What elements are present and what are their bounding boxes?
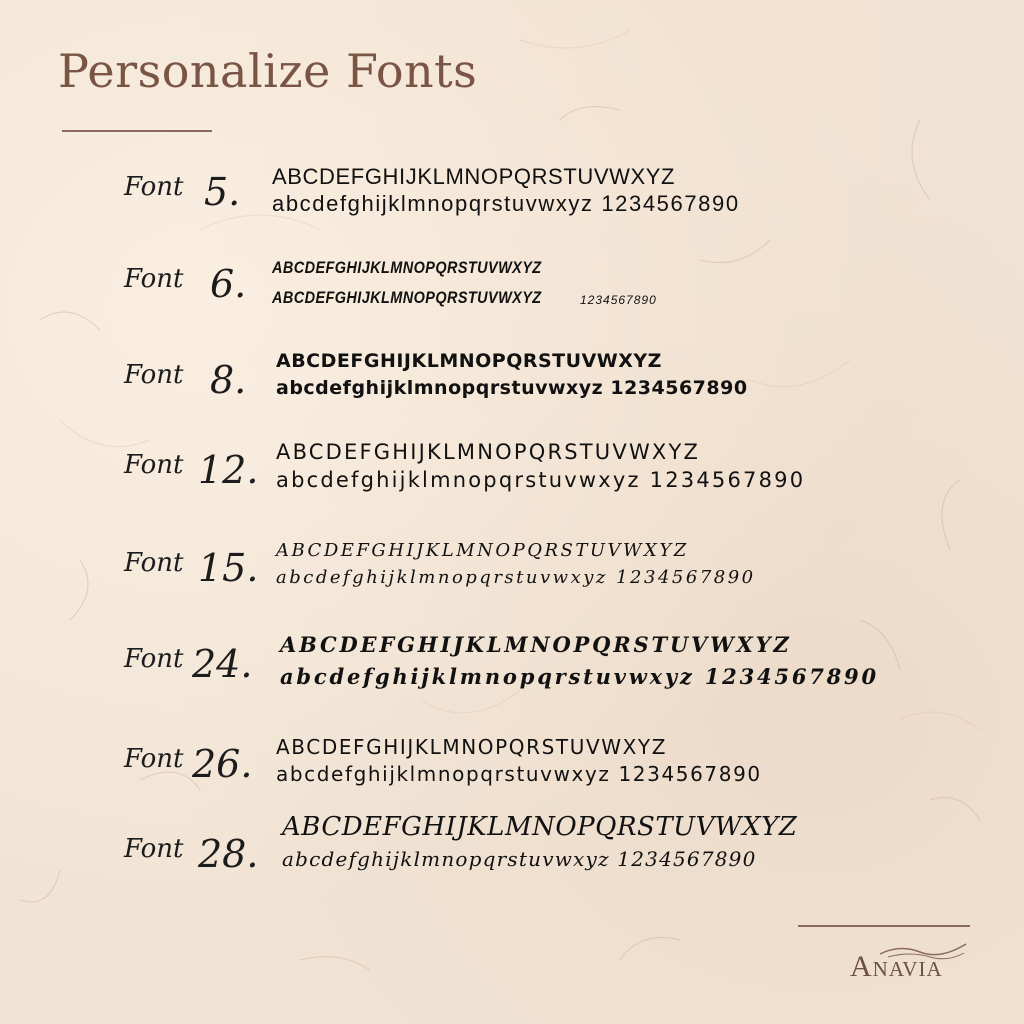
font-sample-lowercase: abcdefghijklmnopqrstuvwxyz 1234567890: [276, 762, 762, 786]
font-label: Font: [124, 360, 184, 390]
font-number: 12.: [198, 448, 259, 492]
font-label: Font: [124, 644, 184, 674]
font-label: Font: [124, 834, 184, 864]
brand-name: Anavia: [850, 950, 943, 983]
font-label: Font: [124, 172, 184, 202]
font-number: 26.: [192, 742, 253, 786]
font-sample-uppercase: ABCDEFGHIJKLMNOPQRSTUVWXYZ: [272, 258, 542, 277]
font-number: 24.: [192, 642, 253, 686]
font-sample-lowercase: ABCDEFGHIJKLMNOPQRSTUVWXYZ: [272, 288, 542, 307]
font-label: Font: [124, 264, 184, 294]
font-label: Font: [124, 548, 184, 578]
font-sample-lowercase: abcdefghijklmnopqrstuvwxyz 1234567890: [276, 567, 756, 588]
font-sample-lowercase: abcdefghijklmnopqrstuvwxyz 1234567890: [282, 847, 757, 871]
font-sample-uppercase: ABCDEFGHIJKLMNOPQRSTUVWXYZ: [282, 812, 798, 842]
font-label: Font: [124, 744, 184, 774]
font-sample-uppercase: ABCDEFGHIJKLMNOPQRSTUVWXYZ: [276, 440, 701, 464]
brand-logo: [850, 950, 943, 984]
page-title: Personalize Fonts: [58, 44, 478, 98]
font-sample-lowercase: abcdefghijklmnopqrstuvwxyz 1234567890: [276, 468, 806, 492]
font-sample-uppercase: ABCDEFGHIJKLMNOPQRSTUVWXYZ: [272, 164, 676, 189]
font-sample-digits: 1234567890: [580, 293, 657, 307]
font-number: 5.: [204, 170, 241, 214]
font-number: 6.: [210, 262, 247, 306]
font-label: Font: [124, 450, 184, 480]
font-sample-lowercase: abcdefghijklmnopqrstuvwxyz 1234567890: [276, 377, 748, 399]
font-number: 28.: [198, 832, 259, 876]
font-sample-lowercase: abcdefghijklmnopqrstuvwxyz 1234567890: [280, 664, 879, 689]
title-divider: [62, 130, 212, 132]
font-sample-lowercase: abcdefghijklmnopqrstuvwxyz 1234567890: [272, 191, 740, 216]
font-number: 8.: [210, 358, 247, 402]
font-sample-uppercase: ABCDEFGHIJKLMNOPQRSTUVWXYZ: [280, 632, 792, 657]
font-number: 15.: [198, 546, 259, 590]
font-sample-uppercase: ABCDEFGHIJKLMNOPQRSTUVWXYZ: [276, 350, 662, 372]
font-sample-uppercase: ABCDEFGHIJKLMNOPQRSTUVWXYZ: [276, 540, 689, 561]
brand-divider: [798, 925, 970, 927]
font-sample-uppercase: ABCDEFGHIJKLMNOPQRSTUVWXYZ: [276, 735, 668, 759]
